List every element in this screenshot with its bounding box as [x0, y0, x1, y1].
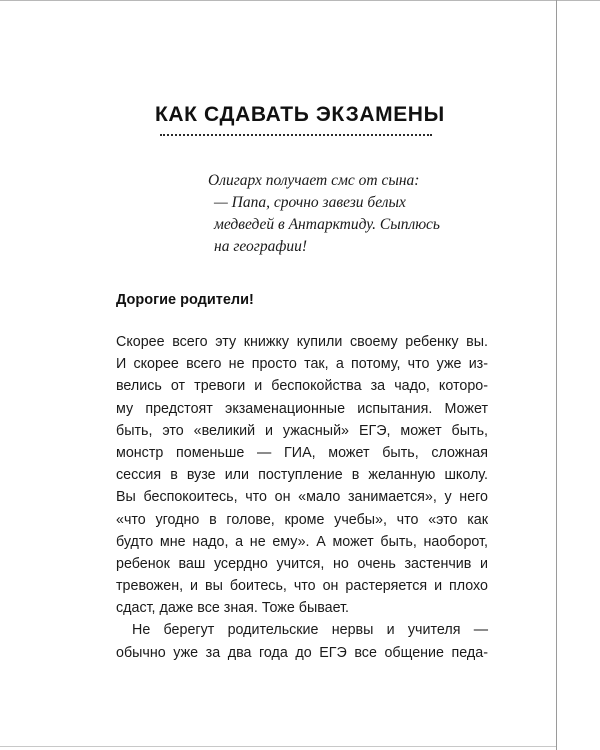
epigraph-line: Олигарх получает смс от сына:	[208, 172, 420, 189]
epigraph	[208, 170, 498, 258]
epigraph-line: медведей в Антарктиду. Сыплюсь	[214, 216, 440, 233]
text-line: монстр поменьше — ГИА, может быть, сложная	[116, 444, 488, 461]
epigraph-line: — Папа, срочно завези белых	[214, 194, 406, 211]
chapter-title: КАК СДАВАТЬ ЭКЗАМЕНЫ	[155, 103, 445, 126]
text-line: велись от тревоги и беспокойства за чадо, которо-	[116, 378, 488, 395]
text-line: быть, это «великий и ужасный» ЕГЭ, может быть,	[116, 422, 488, 439]
title-dotted-rule	[160, 134, 432, 136]
text-line: И скорее всего не просто так, а потому, что уже из-	[116, 356, 488, 373]
text-line: «что угодно в голове, кроме учебы», что «это как	[116, 511, 488, 528]
text-line: Вы беспокоитесь, что он «мало занимается», у него	[116, 489, 488, 506]
paragraph	[116, 619, 488, 663]
salutation: Дорогие родители!	[116, 292, 254, 308]
text-line: тревожен, и вы боитесь, что он растеряется и плохо	[116, 578, 488, 595]
text-line: Не берегут родительские нервы и учителя —	[132, 622, 488, 639]
text-line: му предстоят экзаменационные испытания. Может	[116, 400, 488, 417]
page-bottom-edge	[0, 746, 556, 747]
epigraph-line: на географии!	[214, 238, 307, 255]
body-text	[116, 331, 488, 664]
text-line: обычно уже за два года до ЕГЭ все общение педа-	[116, 644, 488, 661]
text-line: сессия в вузе или поступление в желанную школу.	[116, 467, 488, 484]
page-top-edge	[0, 0, 600, 1]
text-line: Скорее всего эту книжку купили своему ребенку вы.	[116, 334, 488, 350]
text-line: будто мне надо, а не ему». А может быть, наоборот,	[116, 533, 488, 550]
page-right-edge	[556, 0, 557, 750]
paragraph	[116, 331, 488, 619]
text-line: ребенок ваш усердно учится, но очень застенчив и	[116, 555, 488, 572]
text-line: сдаст, даже все зная. Тоже бывает.	[116, 600, 350, 617]
